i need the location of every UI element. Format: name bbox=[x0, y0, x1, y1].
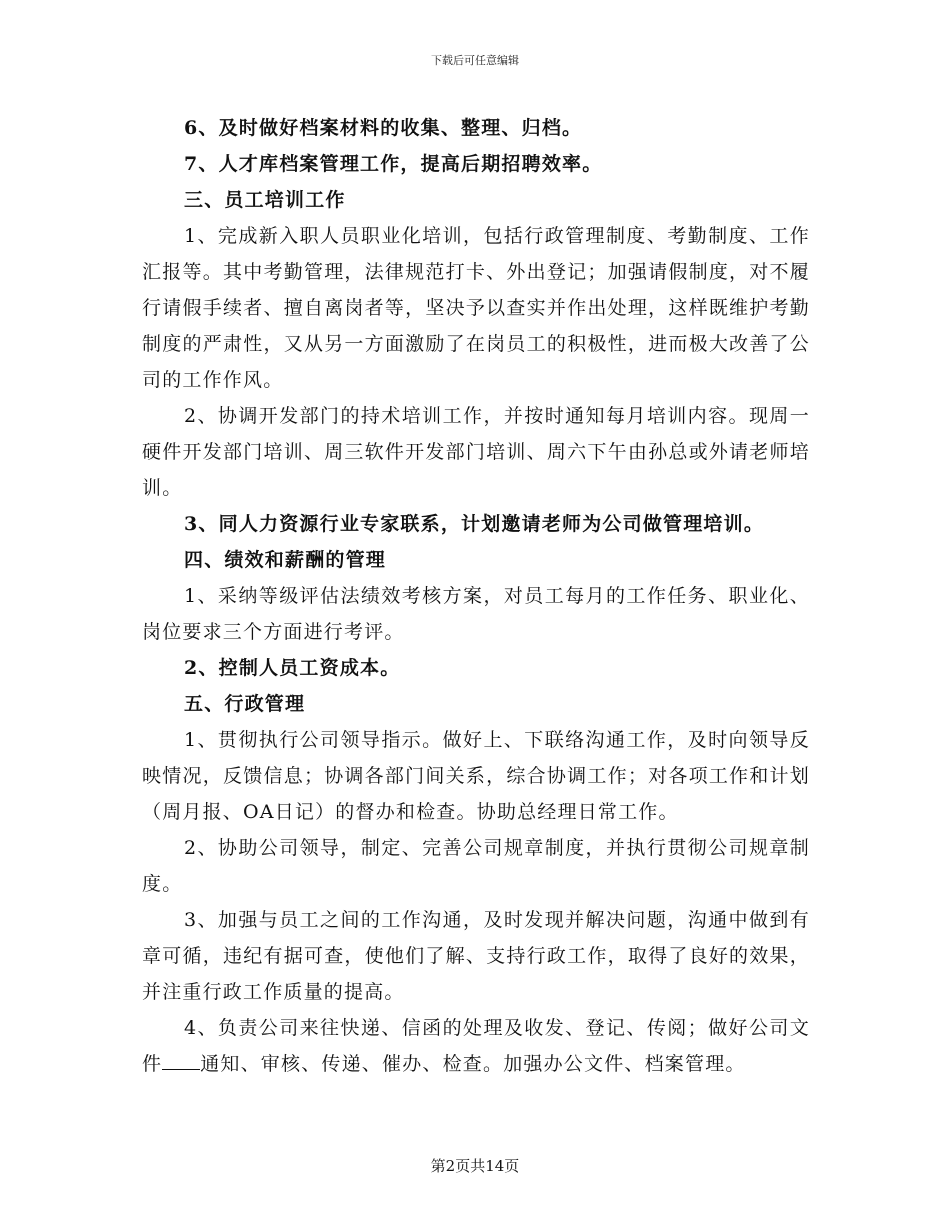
paragraph-talent-pool: 7、人才库档案管理工作，提高后期招聘效率。 bbox=[184, 153, 603, 175]
paragraph-grading-evaluation: 1、采纳等级评估法绩效考核方案，对员工每月的工作任务、职业化、岗位要求三个方面进行考评。 bbox=[142, 585, 810, 643]
section-heading-performance: 四、绩效和薪酬的管理 bbox=[184, 549, 387, 571]
paragraph-mail-handling bbox=[142, 1010, 810, 1082]
paragraph-staff-communication: 3、加强与员工之间的工作沟通，及时发现并解决问题，沟通中做到有章可循，违纪有据可查，使他们了解、支持行政工作，取得了良好的效果，并注重行政工作质量的提高。 bbox=[142, 909, 810, 1003]
paragraph-expert-contact: 3、同人力资源行业专家联系，计划邀请老师为公司做管理培训。 bbox=[184, 513, 765, 535]
mail-handling-text-before: 4、负责公司来往快递、信函的处理及收发、登记、传阅；做好公司文件 bbox=[142, 1017, 810, 1075]
page-header: 下载后可任意编辑 bbox=[431, 54, 519, 67]
paragraph-onboarding-training: 1、完成新入职人员职业化培训，包括行政管理制度、考勤制度、工作汇报等。其中考勤管理，法律规范打卡、外出登记；加强请假制度，对不履行请假手续者、擅自离岗者等，坚决予以查实并作出处理，这样既维护考勤制度的严肃性，又从另一方面激励了在岗员工的积极性，进而极大改善了公司的工作作风。 bbox=[142, 225, 810, 391]
underline-blank bbox=[162, 1051, 200, 1070]
section-heading-administration: 五、行政管理 bbox=[184, 693, 306, 715]
paragraph-leadership-instructions: 1、贯彻执行公司领导指示。做好上、下联络沟通工作，及时向领导反映情况，反馈信息；协调各部门间关系，综合协调工作；对各项工作和计划（周月报、OA日记）的督办和检查。协助总经理日常工作。 bbox=[142, 729, 810, 823]
mail-handling-text-after: 通知、审核、传递、催办、检查。加强办公文件、档案管理。 bbox=[200, 1053, 746, 1075]
page-footer: 第2页共14页 bbox=[430, 1157, 520, 1175]
section-heading-training: 三、员工培训工作 bbox=[184, 189, 346, 211]
paragraph-archive-collection: 6、及时做好档案材料的收集、整理、归档。 bbox=[184, 117, 583, 139]
document-body bbox=[142, 110, 810, 1082]
paragraph-salary-cost: 2、控制人员工资成本。 bbox=[184, 657, 401, 679]
paragraph-technical-training: 2、协调开发部门的持术培训工作，并按时通知每月培训内容。现周一硬件开发部门培训、周三软件开发部门培训、周六下午由孙总或外请老师培训。 bbox=[142, 405, 810, 499]
paragraph-rules-regulations: 2、协助公司领导，制定、完善公司规章制度，并执行贯彻公司规章制度。 bbox=[142, 837, 810, 895]
